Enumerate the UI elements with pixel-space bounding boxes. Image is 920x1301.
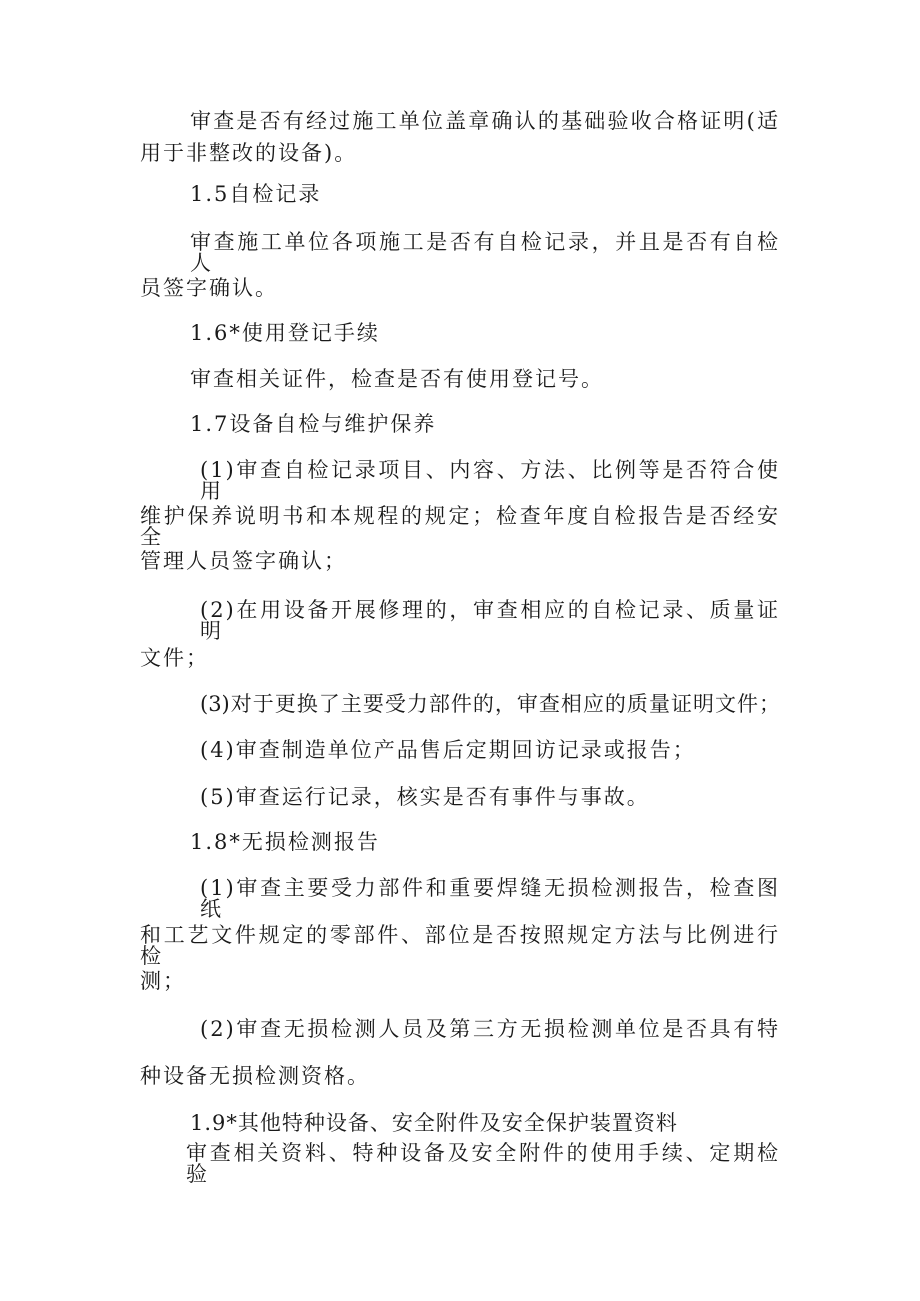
paragraph-line: (3)对于更换了主要受力部件的，审查相应的质量证明文件； xyxy=(200,692,780,716)
section-heading: 1.9*其他特种设备、安全附件及安全保护装置资料 xyxy=(190,1111,678,1135)
paragraph-line: (4)审查制造单位产品售后定期回访记录或报告； xyxy=(200,738,696,762)
paragraph-line: (2)审查无损检测人员及第三方无损检测单位是否具有特 xyxy=(200,1017,780,1041)
paragraph-line: 审查施工单位各项施工是否有自检记录，并且是否有自检人 xyxy=(190,230,780,275)
section-heading: 1.8*无损检测报告 xyxy=(190,830,380,854)
paragraph-line: 测； xyxy=(140,969,186,993)
paragraph-line: 文件； xyxy=(140,646,209,670)
paragraph-line: 种设备无损检测资格。 xyxy=(140,1064,370,1088)
paragraph-line: 员签字确认。 xyxy=(140,276,278,300)
section-heading: 1.5自检记录 xyxy=(190,182,322,206)
paragraph-line: 审查是否有经过施工单位盖章确认的基础验收合格证明(适 xyxy=(190,109,780,133)
paragraph-line: (1)审查自检记录项目、内容、方法、比例等是否符合使用 xyxy=(200,458,780,503)
paragraph-line: 维护保养说明书和本规程的规定；检查年度自检报告是否经安全 xyxy=(140,504,780,549)
paragraph-line: 和工艺文件规定的零部件、部位是否按照规定方法与比例进行检 xyxy=(140,923,780,968)
paragraph-line: (1)审查主要受力部件和重要焊缝无损检测报告，检查图纸 xyxy=(200,876,780,921)
paragraph-line: 审查相关证件，检查是否有使用登记号。 xyxy=(190,367,604,391)
paragraph-line: (2)在用设备开展修理的，审查相应的自检记录、质量证明 xyxy=(200,598,780,643)
paragraph-line: (5)审查运行记录，核实是否有事件与事故。 xyxy=(200,785,650,809)
paragraph-line: 审查相关资料、特种设备及安全附件的使用手续、定期检验 xyxy=(186,1141,780,1186)
paragraph-line: 管理人员签字确认； xyxy=(140,549,347,573)
section-heading: 1.6*使用登记手续 xyxy=(190,321,380,345)
paragraph-line: 用于非整改的设备)。 xyxy=(140,141,358,165)
section-heading: 1.7设备自检与维护保养 xyxy=(190,412,437,436)
